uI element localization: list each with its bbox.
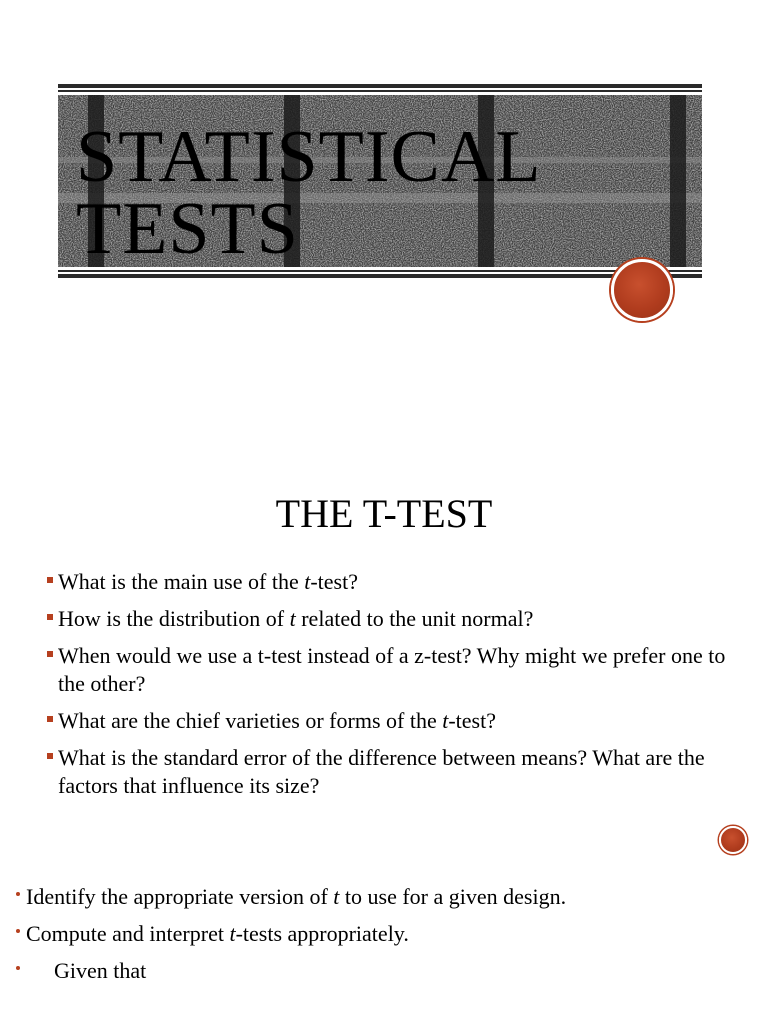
title-banner xyxy=(58,84,702,278)
list-item-text: What is the standard error of the difference between means? What are the factors that influence its size? xyxy=(58,745,705,798)
accent-circle-small-icon xyxy=(719,826,747,854)
banner-top-rule xyxy=(58,84,702,88)
list-item xyxy=(46,744,726,800)
list-item-text: How is the distribution of xyxy=(58,606,290,631)
banner-bottom-rule xyxy=(58,274,702,278)
list-item xyxy=(46,568,726,596)
list-item-text: -tests appropriately. xyxy=(235,921,409,946)
list-item-italic: t xyxy=(442,708,449,733)
list-item-text: What is the main use of the xyxy=(58,569,305,594)
slide-title-the-t-test: THE T-TEST xyxy=(275,491,493,536)
dot-bullet-icon xyxy=(16,929,20,933)
list-item-text: to use for a given design. xyxy=(339,884,567,909)
list-item-italic: t xyxy=(333,884,340,909)
list-item-text: related to the unit normal? xyxy=(295,606,534,631)
list-item-text: When would we use a t-test instead of a z-test? Why might we prefer one to the other? xyxy=(58,643,726,696)
list-item-text: -test? xyxy=(310,569,358,594)
objective-list xyxy=(14,882,754,993)
accent-circle-icon xyxy=(611,259,673,321)
square-bullet-icon xyxy=(47,577,53,583)
square-bullet-icon xyxy=(47,753,53,759)
list-item xyxy=(46,707,726,735)
slide-title-statistical-tests: STATISTICAL TESTS xyxy=(76,116,542,267)
list-item xyxy=(46,642,726,698)
dot-bullet-icon xyxy=(16,966,20,970)
square-bullet-icon xyxy=(47,651,53,657)
square-bullet-icon xyxy=(47,716,53,722)
list-item-italic: t xyxy=(229,921,236,946)
list-item-italic: t xyxy=(289,606,296,631)
list-item xyxy=(14,882,754,912)
banner-bottom-rule-thin xyxy=(58,270,702,272)
list-item-text: Compute and interpret xyxy=(26,921,230,946)
square-bullet-icon xyxy=(47,614,53,620)
list-item-text: -test? xyxy=(448,708,496,733)
banner-top-rule-thin xyxy=(58,90,702,92)
list-item-text: Identify the appropriate version of xyxy=(26,884,334,909)
banner-texture-image xyxy=(58,95,702,267)
list-item xyxy=(14,919,754,949)
list-item xyxy=(14,956,754,986)
list-item-text: What are the chief varieties or forms of the xyxy=(58,708,443,733)
list-item xyxy=(46,605,726,633)
question-list xyxy=(46,568,726,809)
list-item-italic: t xyxy=(304,569,311,594)
dot-bullet-icon xyxy=(16,892,20,896)
list-item-text: Given that xyxy=(54,958,147,983)
